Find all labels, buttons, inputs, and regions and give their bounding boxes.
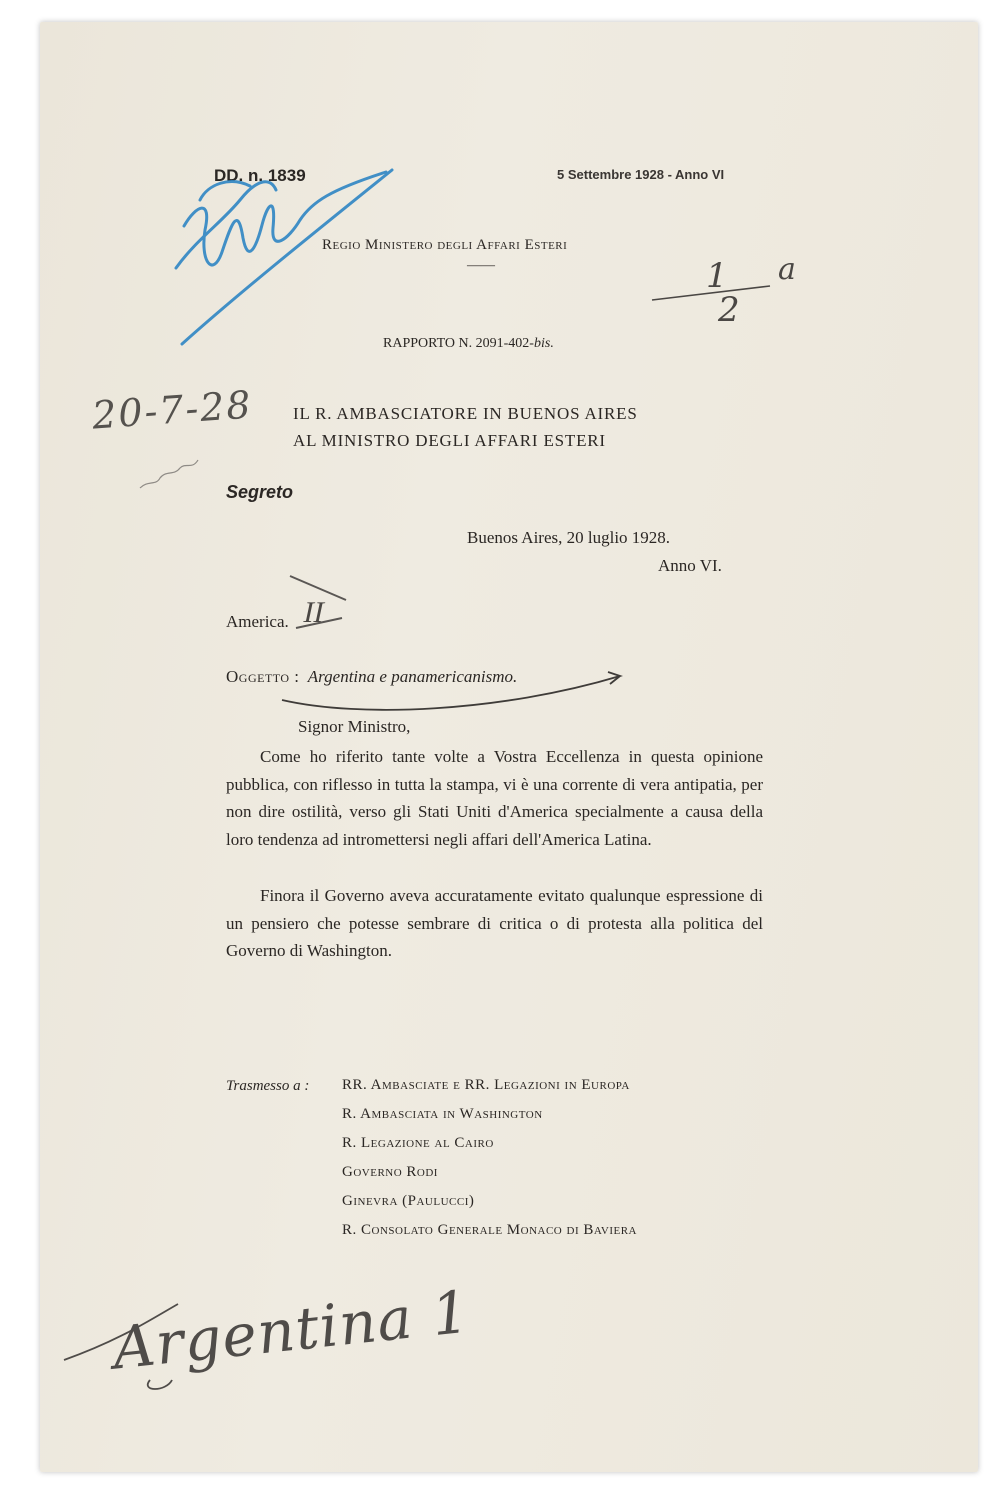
handwritten-fraction-bottom: 2 xyxy=(718,290,740,330)
blue-pencil-scribble xyxy=(176,170,392,344)
subject-value: Argentina e panamericanismo. xyxy=(307,667,518,686)
subject-underline-stroke xyxy=(282,672,620,710)
recipient-line: AL MINISTRO DEGLI AFFARI ESTERI xyxy=(293,431,606,450)
sender-line: IL R. AMBASCIATORE IN BUENOS AIRES xyxy=(293,404,638,423)
section-roman-numeral: II xyxy=(300,596,328,629)
recipient-item: R. Consolato Generale Monaco di Baviera xyxy=(342,1222,637,1238)
paragraph-1: Come ho riferito tante volte a Vostra Eccellenza in questa opinione pubblica, con riflesso in tutta la stampa, vi è una corrente di vera antipatia, per non dire ostilità, verso gli Stati Uniti d'America specialmente a causa della loro tendenza ad intromettersi negli affari dell'America Latina. xyxy=(226,747,763,849)
date-line: 5 Settembre 1928 - Anno VI xyxy=(557,167,725,182)
fraction-bar xyxy=(652,286,770,300)
classification-label: Segreto xyxy=(226,482,294,502)
doc-number: DD. n. 1839 xyxy=(214,166,306,185)
subject-label: Oggetto : xyxy=(226,667,300,686)
recipient-item: Governo Rodi xyxy=(342,1164,438,1180)
recipient-item: RR. Ambasciate e RR. Legazioni in Europa xyxy=(342,1077,630,1093)
handwritten-footer-note: Argentina 1 xyxy=(109,1277,474,1383)
header-divider: —— xyxy=(467,258,495,273)
roman-numeral-strokes xyxy=(290,576,346,628)
handwritten-fraction-top: 1 xyxy=(706,256,728,296)
section-label: America. xyxy=(226,612,289,631)
place-date: Buenos Aires, 20 luglio 1928. xyxy=(467,528,671,547)
pencil-scribble-small xyxy=(140,460,198,488)
recipient-item: Ginevra (Paulucci) xyxy=(342,1193,475,1209)
footer-flourish xyxy=(64,1304,178,1389)
report-number-prefix: RAPPORTO N. 2091-402- xyxy=(383,336,534,351)
transmitted-label: Trasmesso a : xyxy=(226,1078,310,1094)
recipient-item: R. Ambasciata in Washington xyxy=(342,1106,543,1122)
recipient-item: R. Legazione al Cairo xyxy=(342,1135,494,1151)
handwritten-fraction-superscript: a xyxy=(778,252,796,287)
ministry-title: Regio Ministero degli Affari Esteri xyxy=(322,237,568,253)
anno-line: Anno VI. xyxy=(658,556,722,575)
paragraph-2: Finora il Governo aveva accuratamente evitato qualunque espressione di un pensiero che potesse sembrare di critica o di protesta alla politica del Governo di Washington. xyxy=(226,886,763,960)
report-number-suffix: bis. xyxy=(533,336,554,351)
salutation: Signor Ministro, xyxy=(298,717,411,736)
handwritten-date: 20-7-28 xyxy=(90,382,254,438)
